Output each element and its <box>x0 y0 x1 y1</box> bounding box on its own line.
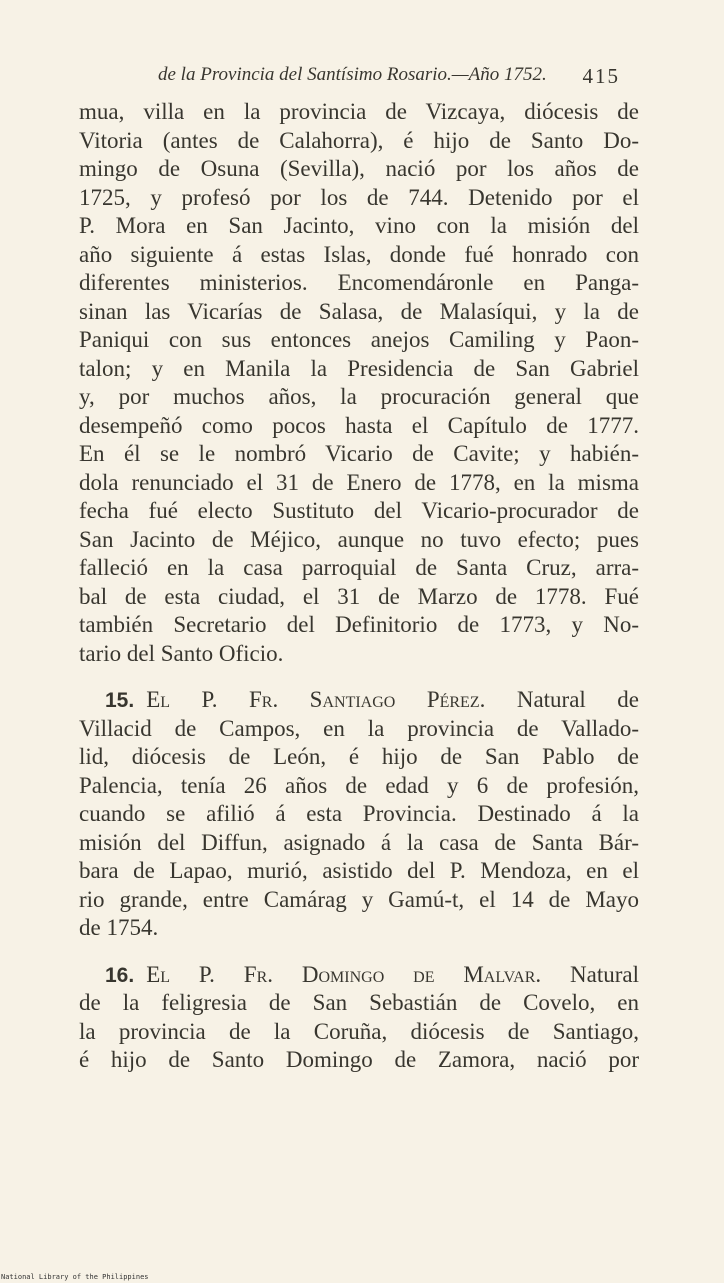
text-line: é hijo de Santo Domingo de Zamora, nació por <box>79 1047 639 1072</box>
text-line: la provincia de la Coruña, diócesis de Santiago, <box>79 1018 639 1044</box>
text-line: fecha fué electo Sustituto del Vicario-procurador de <box>79 498 639 523</box>
entry-16-name: El P. Fr. Domingo de Malvar. <box>146 961 542 987</box>
page-body <box>79 98 639 1075</box>
text-line: de 1754. <box>79 915 159 940</box>
text-line: mingo de Osuna (Sevilla), nació por los años de <box>79 156 639 181</box>
text-line: Paniqui con sus entonces anejos Camiling y Paon- <box>79 327 639 352</box>
running-title: de la Provincia del Santísimo Rosario.—Año 1752. <box>158 64 547 85</box>
text-line: misión del Diffun, asignado á la casa de Santa Bár- <box>79 829 639 855</box>
text-line: año siguiente á estas Islas, donde fué honrado con <box>79 241 639 267</box>
text-line: sinan las Vicarías de Salasa, de Malasíqui, y la de <box>79 298 639 324</box>
text-line: bara de Lapao, murió, asistido del P. Mendoza, en el <box>79 858 639 883</box>
running-header <box>158 64 620 94</box>
text-line: San Jacinto de Méjico, aunque no tuvo efecto; pues <box>79 526 639 552</box>
entry-15-number: 15. <box>105 689 135 712</box>
text-line: 1725, y profesó por los de 744. Detenido por el <box>79 184 639 210</box>
text-line: diferentes ministerios. Encomendáronle en Panga- <box>79 270 639 295</box>
entry-15-heading-line <box>79 686 639 715</box>
entry-15-name: El P. Fr. Santiago Pérez. <box>146 687 486 712</box>
text-line: P. Mora en San Jacinto, vino con la misión del <box>79 213 639 238</box>
text-line: lid, diócesis de León, é hijo de San Pablo de <box>79 744 639 769</box>
text-line: tario del Santo Oficio. <box>79 640 284 666</box>
text-line: Palencia, tenía 26 años de edad y 6 de profesión, <box>79 772 639 798</box>
text-line: En él se le nombró Vicario de Cavite; y habién- <box>79 441 639 466</box>
text-line: bal de esta ciudad, el 31 de Marzo de 1778. Fué <box>79 583 639 609</box>
text-line: desempeñó como pocos hasta el Capítulo de 1777. <box>79 412 639 438</box>
entry-16-number: 16. <box>105 963 135 987</box>
page-number: 415 <box>582 64 620 88</box>
text-line: Natural <box>570 961 639 987</box>
library-footer: National Library of the Philippines <box>1 1273 149 1281</box>
text-line: mua, villa en la provincia de Vizcaya, diócesis de <box>79 99 639 124</box>
text-line: también Secretario del Definitorio de 1773, y No- <box>79 612 639 637</box>
text-line: rio grande, entre Camárag y Gamú-t, el 14 de Mayo <box>79 886 639 912</box>
text-line: Villacid de Campos, en la provincia de Vallado- <box>79 715 639 741</box>
text-line: talon; y en Manila la Presidencia de San Gabriel <box>79 355 639 381</box>
text-line: Vitoria (antes de Calahorra), é hijo de Santo Do- <box>79 127 639 153</box>
text-line: Natural de <box>516 687 639 712</box>
text-line: cuando se afilió á esta Provincia. Destinado á la <box>79 801 639 826</box>
paragraph-gap <box>79 943 639 961</box>
text-line: de la feligresia de San Sebastián de Covelo, en <box>79 990 639 1015</box>
entry-16-heading-line <box>79 961 639 990</box>
text-line: dola renunciado el 31 de Enero de 1778, en la misma <box>79 469 639 495</box>
paragraph-gap <box>79 668 639 686</box>
text-line: y, por muchos años, la procuración general que <box>79 384 639 409</box>
text-line: falleció en la casa parroquial de Santa Cruz, arra- <box>79 555 639 580</box>
